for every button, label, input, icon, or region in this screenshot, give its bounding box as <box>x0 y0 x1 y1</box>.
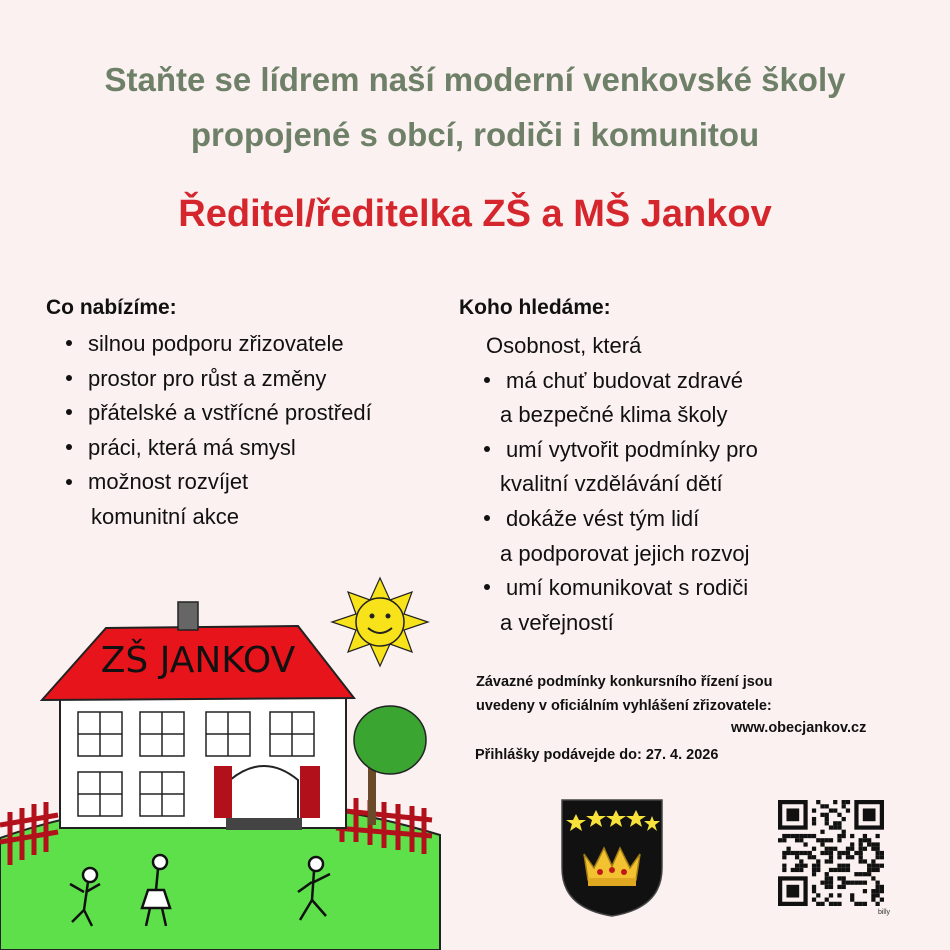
list-item: přátelské a vstřícné prostředí <box>66 396 372 431</box>
chimney <box>178 602 198 630</box>
bullet-icon <box>484 515 490 521</box>
bullet-icon <box>484 377 490 383</box>
offer-list <box>66 327 372 535</box>
list-item-continuation: a bezpečné klima školy <box>500 402 728 428</box>
list-item: silnou podporu zřizovatele <box>66 327 372 362</box>
deadline-note: Přihlášky podávejde do: 27. 4. 2026 <box>475 747 719 763</box>
seeking-intro: Osobnost, která <box>486 333 642 358</box>
bullet-icon <box>484 446 490 452</box>
qr-code[interactable] <box>778 800 890 916</box>
bullet-icon <box>484 584 490 590</box>
list-item: práci, která má smysl <box>66 431 372 466</box>
door-steps <box>226 818 302 830</box>
tree-crown <box>354 706 426 774</box>
list-item: má chuť budovat zdravé <box>484 364 758 399</box>
coat-of-arms-icon <box>560 798 664 918</box>
headline-line-1: Staňte se lídrem naší moderní venkovské školy <box>104 61 846 98</box>
door-shutter-left <box>214 766 232 818</box>
list-item-continuation: komunitní akce <box>91 503 239 529</box>
website-link[interactable]: www.obecjankov.cz <box>731 720 867 736</box>
list-item: dokáže vést tým lidí <box>484 502 758 537</box>
qr-code-icon <box>778 800 884 906</box>
offer-heading: Co nabízíme: <box>46 296 177 319</box>
list-item-continuation: kvalitní vzdělávání dětí <box>500 471 723 497</box>
conditions-note: Závazné podmínky konkursního řízení jsou uvedeny v oficiálním vyhlášení zřizovatele: <box>476 674 773 714</box>
bullet-icon <box>66 375 72 381</box>
seeking-heading: Koho hledáme: <box>459 296 611 319</box>
school-illustration <box>0 570 470 950</box>
list-item: umí vytvořit podmínky pro <box>484 433 758 468</box>
bullet-icon <box>66 409 72 415</box>
list-item-continuation: a podporovat jejich rozvoj <box>500 540 750 566</box>
bullet-icon <box>66 444 72 450</box>
list-item: prostor pro růst a změny <box>66 362 372 397</box>
headline-line-2: propojené s obcí, rodiči i komunitou <box>190 116 760 153</box>
door-shutter-right <box>300 766 320 818</box>
list-item-continuation: a veřejností <box>500 609 614 635</box>
school-sign: ZŠ JANKOV <box>100 640 296 681</box>
list-item: možnost rozvíjet <box>66 465 372 500</box>
list-item: umí komunikovat s rodiči <box>484 571 758 606</box>
seeking-list <box>484 329 758 640</box>
position-title: Ředitel/ředitelka ZŠ a MŠ Jankov <box>178 193 772 235</box>
headline <box>0 52 950 162</box>
drawing-signature: billy <box>877 909 890 916</box>
bullet-icon <box>66 479 72 485</box>
sun-icon <box>332 578 428 666</box>
bullet-icon <box>66 340 72 346</box>
